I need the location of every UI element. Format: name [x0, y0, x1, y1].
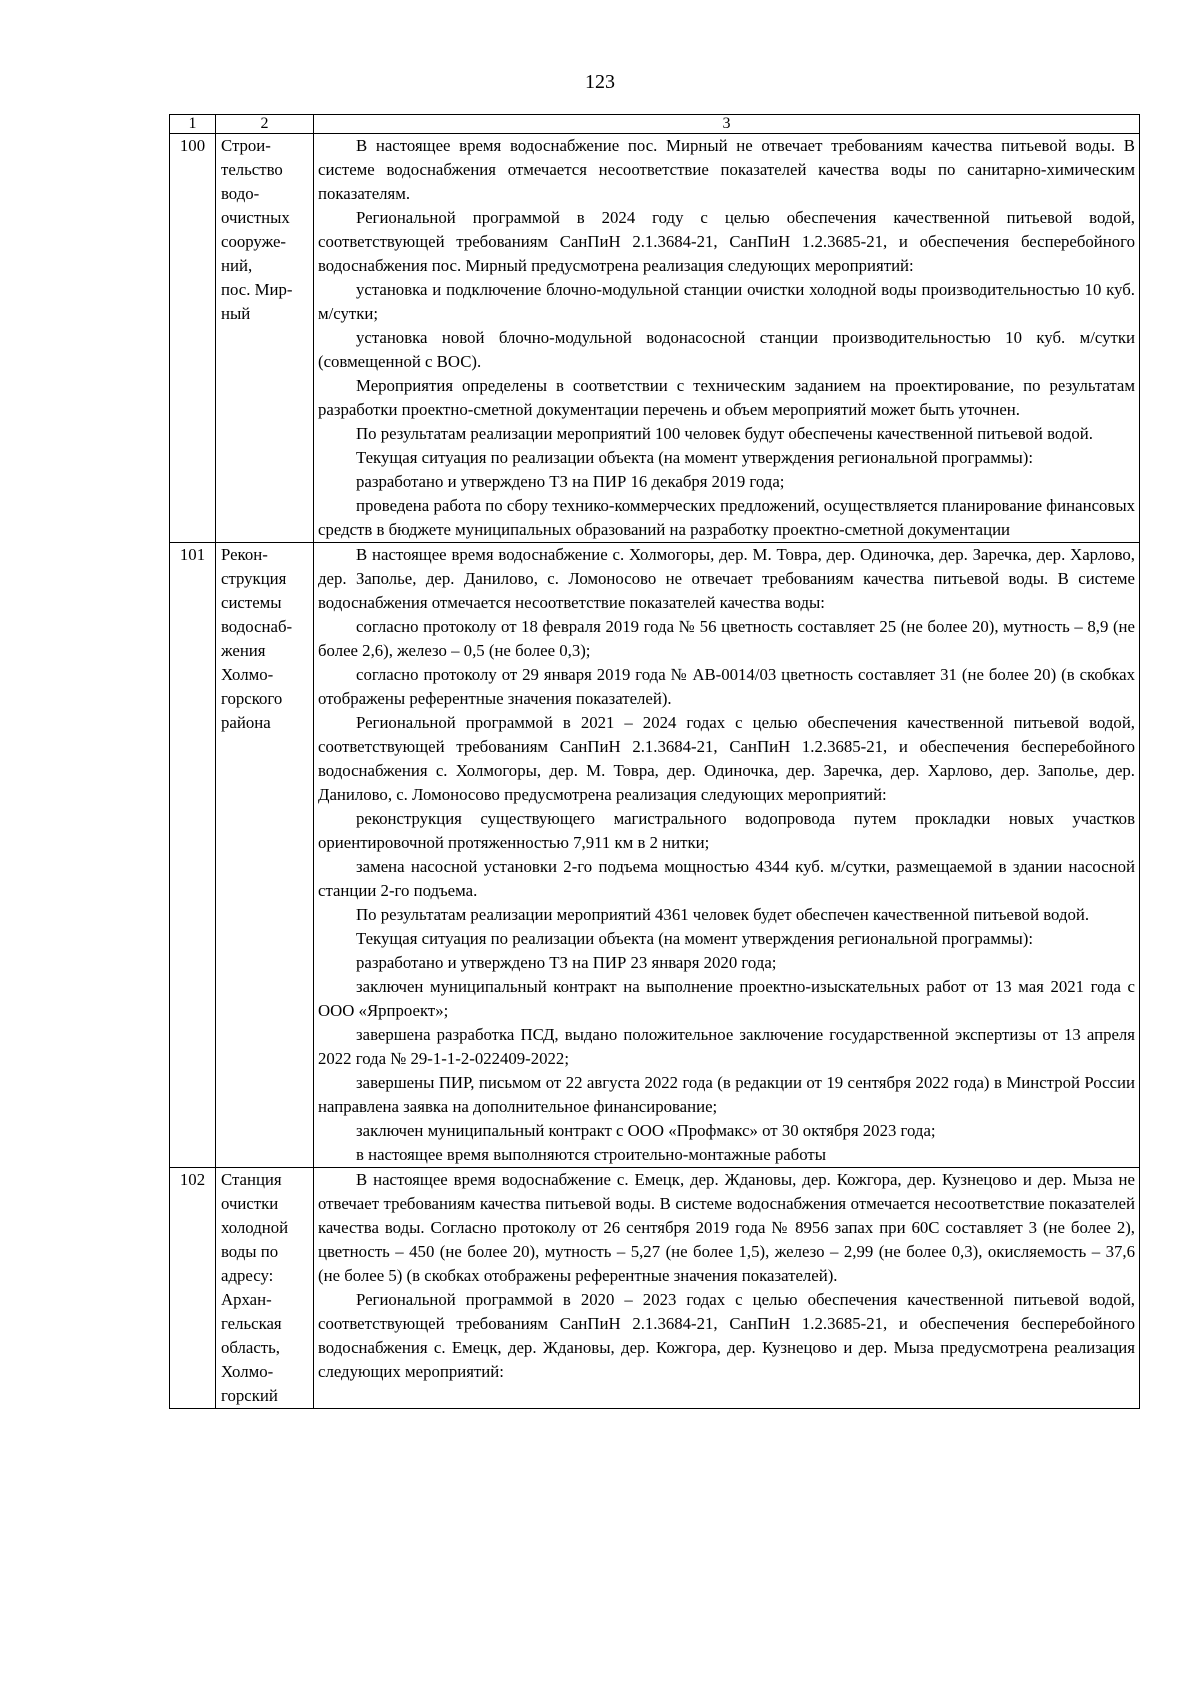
- header-col-2: 2: [216, 115, 314, 134]
- measure-name-line: Архан-: [221, 1290, 272, 1309]
- measure-name-line: Холмо-: [221, 1362, 274, 1381]
- measure-name-line: ный: [221, 304, 251, 323]
- description-paragraph: В настоящее время водоснабжение пос. Мирный не отвечает требованиям качества питьевой воды. В системе водоснабжения отмечается несоответствие показателей качества воды по санитарно-химическим показателям.: [318, 136, 1135, 203]
- measure-name-line: очистки: [221, 1194, 279, 1213]
- description-paragraph: В настоящее время водоснабжение с. Емецк, дер. Ждановы, дер. Кожгора, дер. Кузнецово и дер. Мыза не отвечает требованиям качества питьевой воды. В системе водоснабжения отмечается несоответствие показателей качества воды. Согласно протоколу от 26 сентября 2019 года № 8956 запах при 60С составляет 3 (не более 2), цветность – 450 (не более 20), мутность – 5,27 (не более 1,5), железо – 2,99 (не более 0,3), окисляемость – 37,6 (не более 5) (в скобках отображены референтные значения показателей).: [318, 1170, 1135, 1285]
- measure-name-line: жения: [221, 641, 266, 660]
- measure-name-line: холодной: [221, 1218, 289, 1237]
- measure-description: [314, 543, 1140, 1168]
- description-paragraph: Региональной программой в 2021 – 2024 годах с целью обеспечения качественной питьевой водой, соответствующей требованиям СанПиН 2.1.3684-21, СанПиН 1.2.3685-21, и обеспечения бесперебойного водоснабжения с. Холмогоры, дер. М. Товра, дер. Одиночка, дер. Заречка, дер. Харлово, дер. Заполье, дер. Данилово, с. Ломоносово предусмотрена реализация следующих мероприятий:: [318, 713, 1135, 804]
- measure-name: [216, 134, 314, 543]
- description-paragraph: установка новой блочно-модульной водонасосной станции производительностью 10 куб. м/сутки (совмещенной с ВОС).: [318, 328, 1135, 371]
- description-paragraph: замена насосной установки 2-го подъема мощностью 4344 куб. м/сутки, размещаемой в здании насосной станции 2-го подъема.: [318, 857, 1135, 900]
- description-paragraph: завершена разработка ПСД, выдано положительное заключение государственной экспертизы от 13 апреля 2022 года № 29-1-1-2-022409-2022;: [318, 1025, 1135, 1068]
- measure-name-line: тельство: [221, 160, 283, 179]
- measure-name-line: Станция: [221, 1170, 282, 1189]
- header-col-1: 1: [170, 115, 216, 134]
- page-number: 123: [585, 71, 615, 93]
- description-paragraph: проведена работа по сбору технико-коммерческих предложений, осуществляется планирование финансовых средств в бюджете муниципальных образований на разработку проектно-сметной документации: [318, 496, 1135, 539]
- description-paragraph: Текущая ситуация по реализации объекта (на момент утверждения региональной программы):: [356, 448, 1034, 467]
- measure-name-line: системы: [221, 593, 282, 612]
- measure-description: [314, 134, 1140, 543]
- measures-table: [169, 114, 1140, 1409]
- description-paragraph: разработано и утверждено ТЗ на ПИР 23 января 2020 года;: [356, 953, 777, 972]
- measure-name-line: пос. Мир-: [221, 280, 293, 299]
- measure-name-line: Холмо-: [221, 665, 274, 684]
- measure-name: [216, 543, 314, 1168]
- row-number: 101: [170, 543, 216, 1168]
- description-paragraph: По результатам реализации мероприятий 4361 человек будет обеспечен качественной питьевой водой.: [356, 905, 1090, 924]
- measure-name-line: района: [221, 713, 271, 732]
- row-number: 102: [170, 1168, 216, 1409]
- measure-name-line: Рекон-: [221, 545, 268, 564]
- description-paragraph: разработано и утверждено ТЗ на ПИР 16 декабря 2019 года;: [356, 472, 785, 491]
- measure-description: [314, 1168, 1140, 1409]
- description-paragraph: Текущая ситуация по реализации объекта (на момент утверждения региональной программы):: [356, 929, 1034, 948]
- description-paragraph: завершены ПИР, письмом от 22 августа 2022 года (в редакции от 19 сентября 2022 года) в Минстрой России направлена заявка на дополнительное финансирование;: [318, 1073, 1135, 1116]
- measure-name-line: водо-: [221, 184, 260, 203]
- table-row: [170, 543, 1140, 1168]
- table-header-row: [170, 115, 1140, 134]
- description-paragraph: Мероприятия определены в соответствии с техническим заданием на проектирование, по результатам разработки проектно-сметной документации перечень и объем мероприятий может быть уточнен.: [318, 376, 1135, 419]
- measure-name-line: горского: [221, 689, 283, 708]
- measure-name-line: гельская: [221, 1314, 282, 1333]
- description-paragraph: заключен муниципальный контракт на выполнение проектно-изыскательных работ от 13 мая 2021 года с ООО «Ярпроект»;: [318, 977, 1135, 1020]
- measure-name-line: сооруже-: [221, 232, 286, 251]
- description-paragraph: согласно протоколу от 18 февраля 2019 года № 56 цветность составляет 25 (не более 20), мутность – 8,9 (не более 2,6), железо – 0,5 (не более 0,3);: [318, 617, 1135, 660]
- description-paragraph: Региональной программой в 2024 году с целью обеспечения качественной питьевой водой, соответствующей требованиям СанПиН 2.1.3684-21, СанПиН 1.2.3685-21, и обеспечения бесперебойного водоснабжения пос. Мирный предусмотрена реализация следующих мероприятий:: [318, 208, 1135, 275]
- description-paragraph: заключен муниципальный контракт с ООО «Профмакс» от 30 октября 2023 года;: [356, 1121, 936, 1140]
- description-paragraph: установка и подключение блочно-модульной станции очистки холодной воды производительностью 10 куб. м/сутки;: [318, 280, 1135, 323]
- measure-name: [216, 1168, 314, 1409]
- header-col-3: 3: [314, 115, 1140, 134]
- measure-name-line: воды по: [221, 1242, 279, 1261]
- row-number: 100: [170, 134, 216, 543]
- measure-name-line: адресу:: [221, 1266, 274, 1285]
- measure-name-line: очистных: [221, 208, 290, 227]
- description-paragraph: По результатам реализации мероприятий 100 человек будут обеспечены качественной питьевой водой.: [356, 424, 1093, 443]
- measure-name-line: область,: [221, 1338, 280, 1357]
- table-row: [170, 134, 1140, 543]
- measure-name-line: горский: [221, 1386, 278, 1405]
- description-paragraph: в настоящее время выполняются строительно-монтажные работы: [356, 1145, 826, 1164]
- description-paragraph: реконструкция существующего магистрального водопровода путем прокладки новых участков ориентировочной протяженностью 7,911 км в 2 нитки;: [318, 809, 1135, 852]
- table-row: [170, 1168, 1140, 1409]
- description-paragraph: согласно протоколу от 29 января 2019 года № АВ-0014/03 цветность составляет 31 (не более 20) (в скобках отображены референтные значения показателей).: [318, 665, 1135, 708]
- description-paragraph: В настоящее время водоснабжение с. Холмогоры, дер. М. Товра, дер. Одиночка, дер. Заречка, дер. Харлово, дер. Заполье, дер. Данилово, с. Ломоносово не отвечает требованиям качества питьевой воды. В системе водоснабжения отмечается несоответствие показателей качества воды:: [318, 545, 1135, 612]
- description-paragraph: Региональной программой в 2020 – 2023 годах с целью обеспечения качественной питьевой водой, соответствующей требованиям СанПиН 2.1.3684-21, СанПиН 1.2.3685-21, и обеспечения бесперебойного водоснабжения с. Емецк, дер. Ждановы, дер. Кожгора, дер. Кузнецово и дер. Мыза предусмотрена реализация следующих мероприятий:: [318, 1290, 1135, 1381]
- measure-name-line: Строи-: [221, 136, 271, 155]
- measure-name-line: струкция: [221, 569, 287, 588]
- measure-name-line: водоснаб-: [221, 617, 293, 636]
- measure-name-line: ний,: [221, 256, 253, 275]
